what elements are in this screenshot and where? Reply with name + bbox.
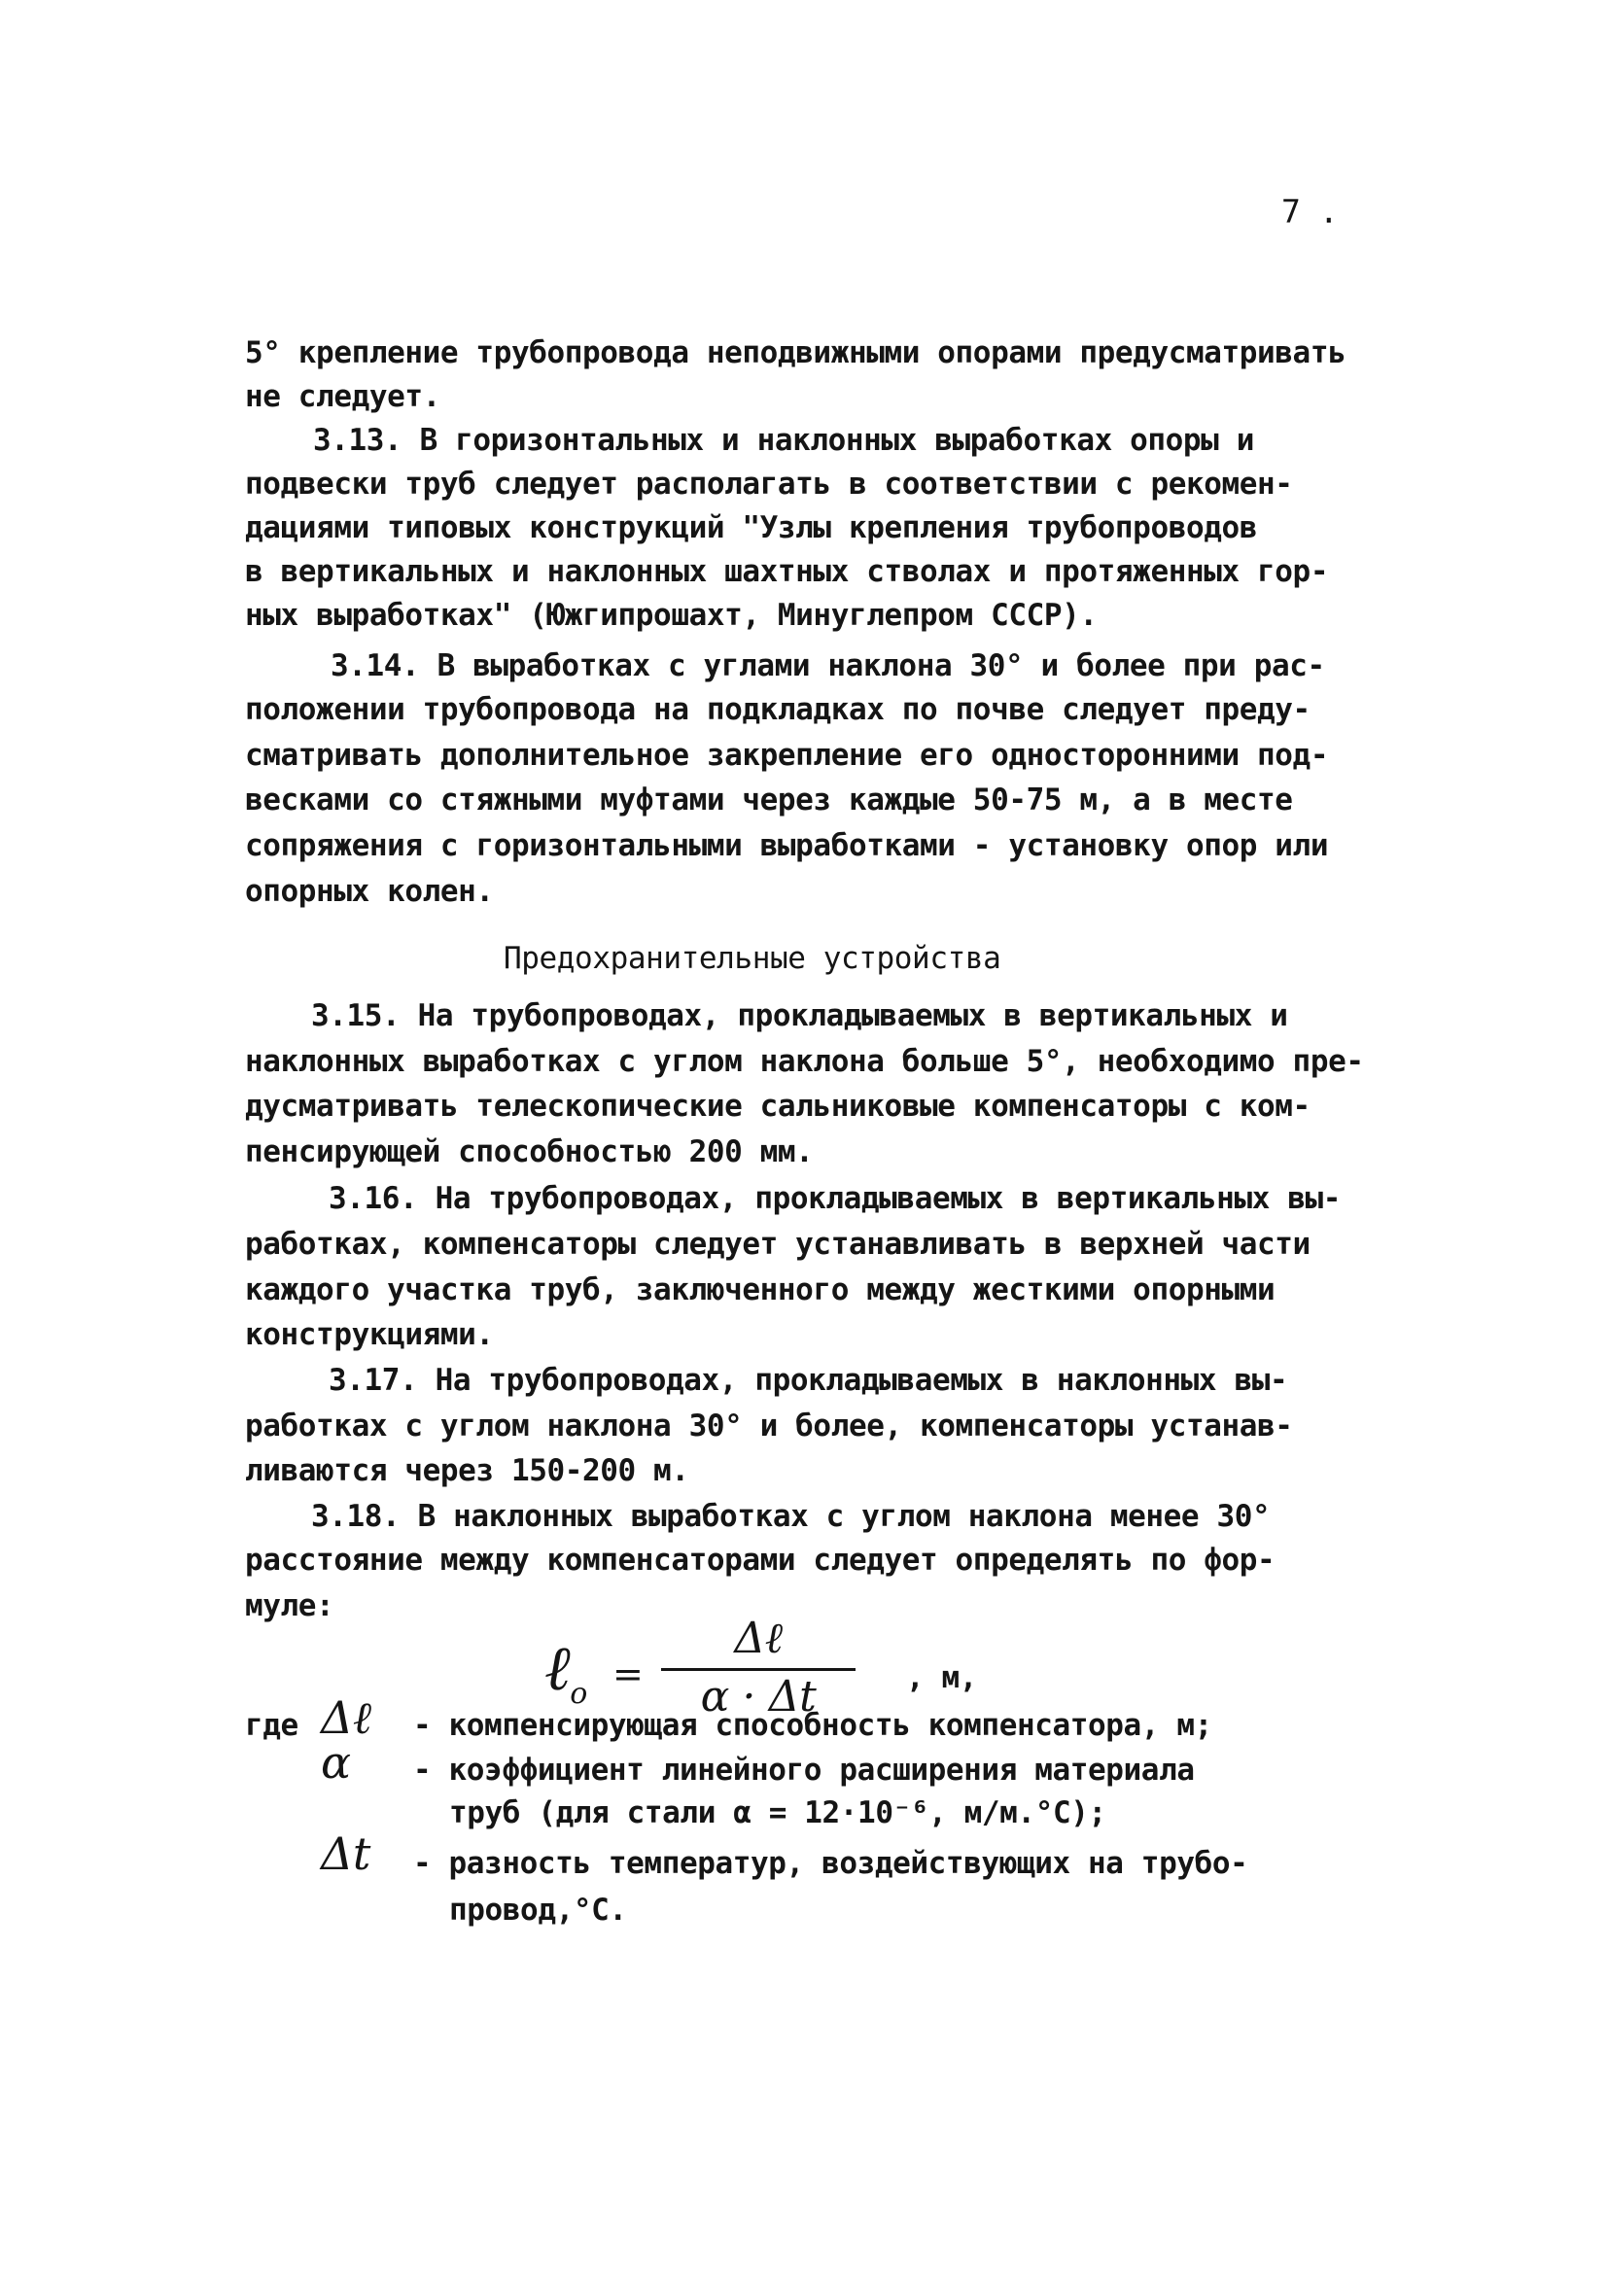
text-line: положении трубопровода на подкладках по почве следует преду- — [245, 692, 1311, 727]
formula-lhs: ℓ$_o$ — [544, 1633, 587, 1711]
text-line: пенсирующей способностью 200 мм. — [245, 1134, 814, 1169]
text-line: - компенсирующая способность компенсатора, м; — [413, 1708, 1212, 1743]
legend-symbol: Δt — [321, 1827, 370, 1880]
text-line: работках, компенсаторы следует устанавливать в верхней части — [245, 1227, 1311, 1262]
text-line: 3.18. В наклонных выработках с углом наклона менее 30° — [311, 1499, 1271, 1534]
text-line: наклонных выработках с углом наклона больше 5°, необходимо пре- — [245, 1044, 1364, 1079]
text-line: провод,°С. — [449, 1893, 627, 1928]
text-line: сматривать дополнительное закрепление его односторонними под- — [245, 738, 1329, 773]
text-line: где — [245, 1708, 298, 1743]
text-line: каждого участка труб, заключенного между жесткими опорными — [245, 1272, 1276, 1307]
text-line: не следует. — [245, 379, 440, 414]
text-line: расстояние между компенсаторами следует определять по фор- — [245, 1543, 1276, 1578]
text-line: 3.13. В горизонтальных и наклонных выработках опоры и — [313, 423, 1254, 458]
text-line: опорных колен. — [245, 874, 494, 909]
formula — [544, 1614, 1050, 1721]
text-line: 3.16. На трубопроводах, прокладываемых в вертикальных вы- — [329, 1181, 1342, 1216]
formula-equals: = — [612, 1652, 644, 1695]
text-line: сопряжения с горизонтальными выработками - установку опор или — [245, 828, 1329, 863]
text-line: 3.17. На трубопроводах, прокладываемых в наклонных вы- — [329, 1363, 1288, 1398]
text-line: 5° крепление трубопровода неподвижными опорами предусматривать — [245, 335, 1346, 370]
text-line: дациями типовых конструкций "Узлы крепления трубопроводов — [245, 510, 1258, 545]
text-line: конструкциями. — [245, 1317, 494, 1352]
legend-symbol: α — [321, 1736, 351, 1789]
text-line: ных выработках" (Южгипрошахт, Минуглепром СССР). — [245, 598, 1098, 633]
text-line: - разность температур, воздействующих на трубо- — [413, 1846, 1248, 1881]
legend-symbol: Δℓ — [321, 1691, 371, 1744]
text-line: в вертикальных и наклонных шахтных стволах и протяженных гор- — [245, 554, 1329, 589]
text-line: - коэффициент линейного расширения материала — [413, 1753, 1195, 1788]
text-line: работках с углом наклона 30° и более, компенсаторы устанав- — [245, 1409, 1293, 1444]
formula-unit: , м, — [906, 1660, 978, 1695]
text-line: муле: — [245, 1588, 334, 1623]
page-number: 7 . — [1281, 192, 1339, 230]
text-line: дусматривать телескопические сальниковые компенсаторы с ком- — [245, 1089, 1311, 1124]
text-line: труб (для стали α = 12·10⁻⁶, м/м.°С); — [449, 1795, 1106, 1830]
formula-numerator: Δℓ — [734, 1614, 783, 1663]
text-line: 3.14. В выработках с углами наклона 30° и более при рас- — [331, 648, 1325, 683]
text-line: подвески труб следует располагать в соответствии с рекомен- — [245, 467, 1293, 502]
text-line: ливаются через 150-200 м. — [245, 1453, 689, 1488]
text-line: 3.15. На трубопроводах, прокладываемых в вертикальных и — [311, 998, 1288, 1033]
formula-denominator: α · Δt — [700, 1672, 817, 1722]
text-line: весками со стяжными муфтами через каждые 50-75 м, а в месте — [245, 783, 1293, 818]
fraction-bar — [661, 1668, 856, 1671]
section-heading: Предохранительные устройства — [504, 941, 1001, 976]
